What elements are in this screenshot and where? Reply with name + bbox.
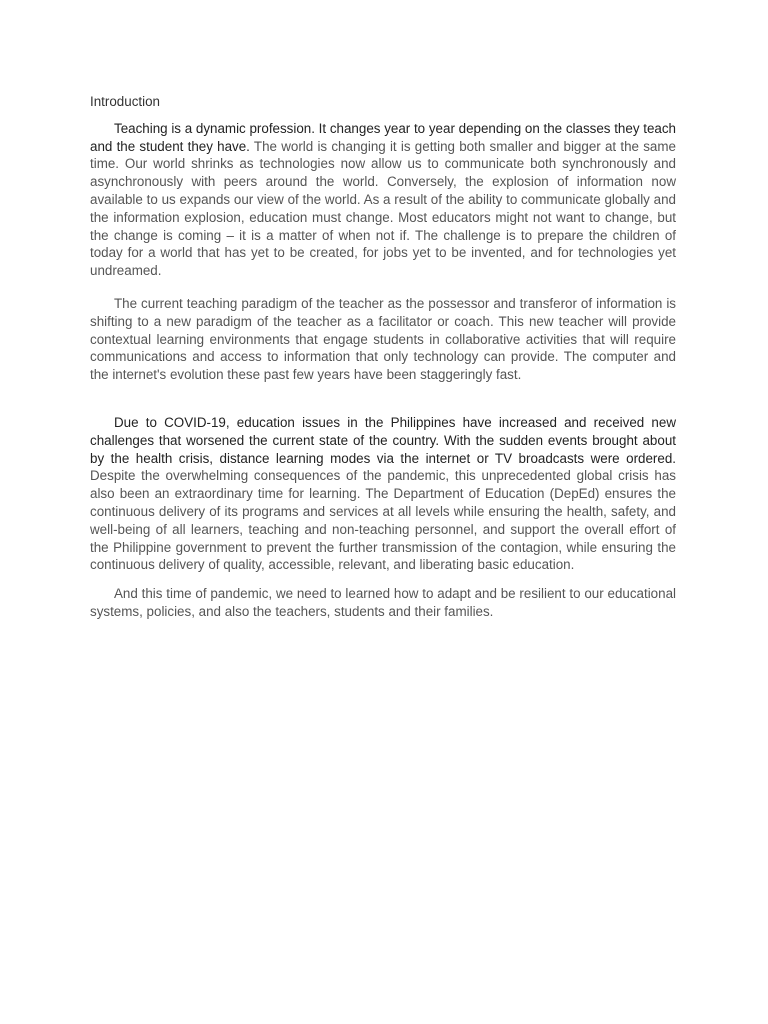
paragraph-covid-19 bbox=[90, 414, 676, 574]
paragraph-pandemic-adapt bbox=[90, 585, 676, 621]
paragraph-1-rest: The world is changing it is getting both smaller and bigger at the same time. Our world shrinks as technologies now allow us to communicate both synchronously and asynchronously with peers around the world. Conversely, the explosion of information now available to us expands our view of the world. As a result of the ability to communicate globally and the information explosion, education must change. Most educators might not want to change, but the change is coming – it is a matter of when not if. The challenge is to prepare the children of today for a world that has yet to be created, for jobs yet to be invented, and for technologies yet undreamed. bbox=[90, 138, 676, 279]
paragraph-3-rest: Despite the overwhelming consequences of the pandemic, this unprecedented global crisis has also been an extraordinary time for learning. The Department of Education (DepEd) ensures the continuous delivery of its programs and services at all levels while ensuring the health, safety, and well-being of all learners, teaching and non-teaching personnel, and support the overall effort of the Philippine government to prevent the further transmission of the contagion, while ensuring the continuous delivery of quality, accessible, relevant, and liberating basic education. bbox=[90, 468, 676, 573]
paragraph-4-rest: And this time of pandemic, we need to learned how to adapt and be resilient to our educational systems, policies, and also the teachers, students and their families. bbox=[90, 586, 676, 619]
paragraph-2-rest: The current teaching paradigm of the teacher as the possessor and transferor of information is shifting to a new paradigm of the teacher as a facilitator or coach. This new teacher will provide contextual learning environments that engage students in collaborative activities that will require communications and access to information that only technology can provide. The computer and the internet's evolution these past few years have been staggeringly fast. bbox=[90, 295, 676, 383]
document-body bbox=[90, 93, 676, 621]
paragraph-3-lead: Due to COVID-19, education issues in the Philippines have increased and received new challenges that worsened the current state of the country. With the sudden events brought about by the health crisis, distance learning modes via the internet or TV broadcasts were ordered. bbox=[90, 414, 676, 466]
paragraph-teaching-paradigm bbox=[90, 295, 676, 384]
document-heading: Introduction bbox=[90, 94, 160, 109]
paragraph-teaching-dynamic bbox=[90, 120, 676, 280]
paragraph-1-lead: Teaching is a dynamic profession. It changes year to year depending on the classes they teach and the student they have. bbox=[90, 120, 677, 154]
